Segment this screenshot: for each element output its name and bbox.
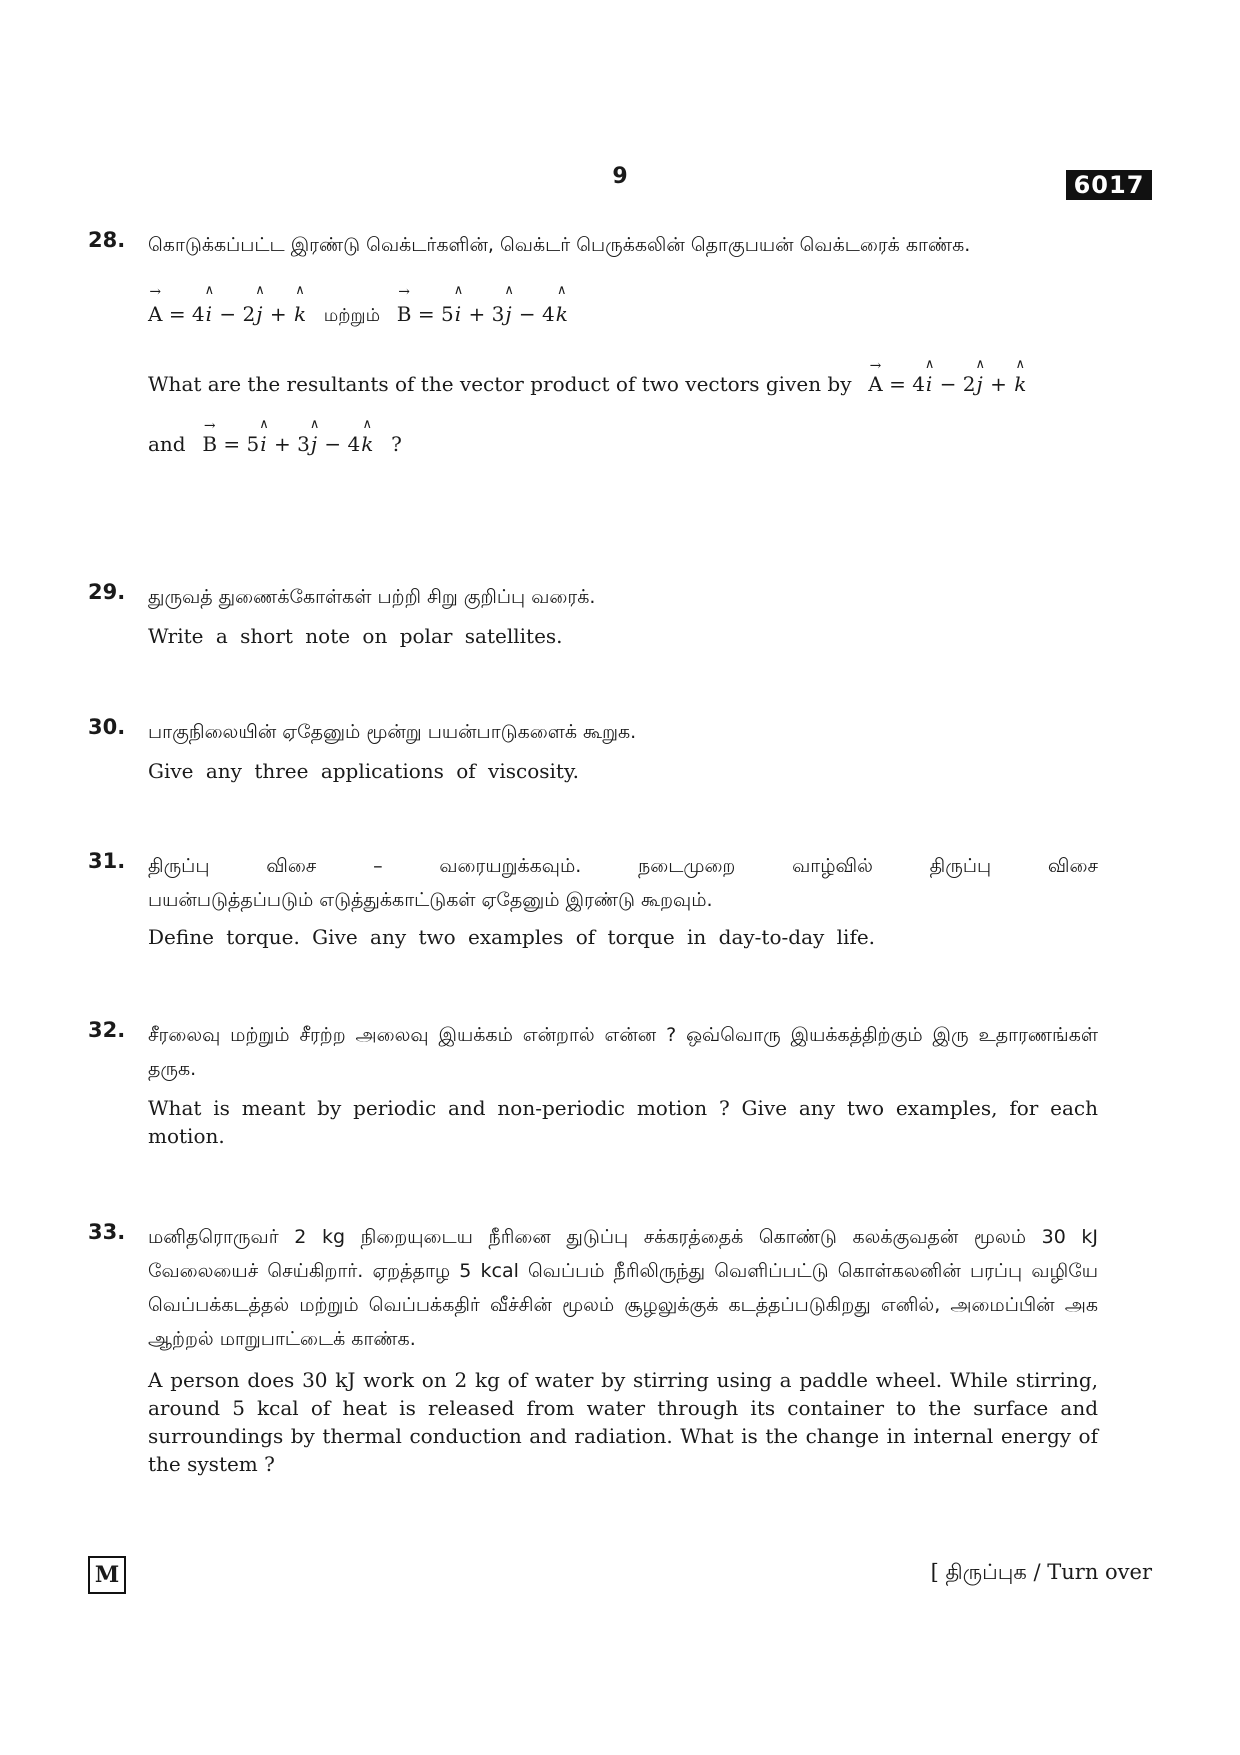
vector-b-symbol: → B [397,302,412,326]
medium-label-box: M [88,1556,126,1594]
question-30 [88,715,1098,785]
question-32 [88,1018,1098,1150]
question-number: 32. [88,1018,126,1042]
question-number: 33. [88,1220,126,1244]
question-english-text: Write a short note on polar satellites. [148,624,563,648]
question-29 [88,580,1098,650]
page-number: 9 [612,164,628,189]
paper-code: 6017 [1066,170,1152,200]
question-number: 29. [88,580,126,604]
question-english-text: What is meant by periodic and non-periodic motion ? Give any two examples, for each motion. [148,1096,1098,1148]
question-33 [88,1220,1098,1478]
vector-a-symbol: → A [148,302,162,326]
question-28 [88,228,1098,458]
turn-over-label: [ திருப்புக / Turn over [930,1560,1152,1584]
question-tamil-text: பாகுநிலையின் ஏதேனும் மூன்று பயன்பாடுகளைக் கூறுக. [148,721,637,743]
question-tamil-text-line1: திருப்பு விசை – வரையறுக்கவும். நடைமுறை வாழ்வில் திருப்பு விசை [148,855,1098,877]
joiner-word: மற்றும் [323,305,381,326]
question-english-text-cont: and → B = 5∧ i + 3∧ j − 4∧ k ? [148,430,1098,458]
question-number: 28. [88,228,126,252]
question-tamil-text: கொடுக்கப்பட்ட இரண்டு வெக்டர்களின், வெக்டர் பெருக்கலின் தொகுபயன் வெக்டரைக் காண்க. [148,234,971,256]
question-tamil-text-line2: பயன்படுத்தப்படும் எடுத்துக்காட்டுகள் ஏதேனும் இரண்டு கூறவும். [148,889,713,911]
question-tamil-text: துருவத் துணைக்கோள்கள் பற்றி சிறு குறிப்பு வரைக். [148,586,596,608]
question-english-text: What are the resultants of the vector product of two vectors given by → A = 4∧ i − 2∧ j + ∧ k [148,370,1098,398]
question-number: 30. [88,715,126,739]
question-31 [88,849,1098,951]
question-english-text: A person does 30 kJ work on 2 kg of water by stirring using a paddle wheel. While stirring, around 5 kcal of heat is released from water through its container to the surface and surroundings by thermal conduction and radiation. What is the change in internal energy of the system ? [148,1368,1098,1476]
question-number: 31. [88,849,126,873]
question-tamil-text: மனிதரொருவர் 2 kg நிறையுடைய நீரினை துடுப்பு சக்கரத்தைக் கொண்டு கலக்குவதன் மூலம் 30 kJ வேலையைச் செய்கிறார். ஏறத்தாழ 5 kcal வெப்பம் நீரிலிருந்து வெளிப்பட்டு கொள்கலனின் பரப்பு வழியே வெப்பக்கடத்தல் மற்றும் வெப்பக்கதிர் வீச்சின் மூலம் சூழலுக்குக் கடத்தப்படுகிறது எனில், அமைப்பின் அக ஆற்றல் மாறுபாட்டைக் காண்க. [148,1226,1098,1350]
question-english-text: Define torque. Give any two examples of torque in day-to-day life. [148,925,876,949]
question-tamil-text: சீரலைவு மற்றும் சீரற்ற அலைவு இயக்கம் என்றால் என்ன ? ஒவ்வொரு இயக்கத்திற்கும் இரு உதாரணங்கள் தருக. [148,1024,1098,1080]
question-english-text: Give any three applications of viscosity. [148,759,579,783]
vector-equation-tamil: → A = 4∧ i − 2∧ j + ∧ k மற்றும் → B = 5∧ i + 3∧ j − 4∧ k [148,302,1098,328]
